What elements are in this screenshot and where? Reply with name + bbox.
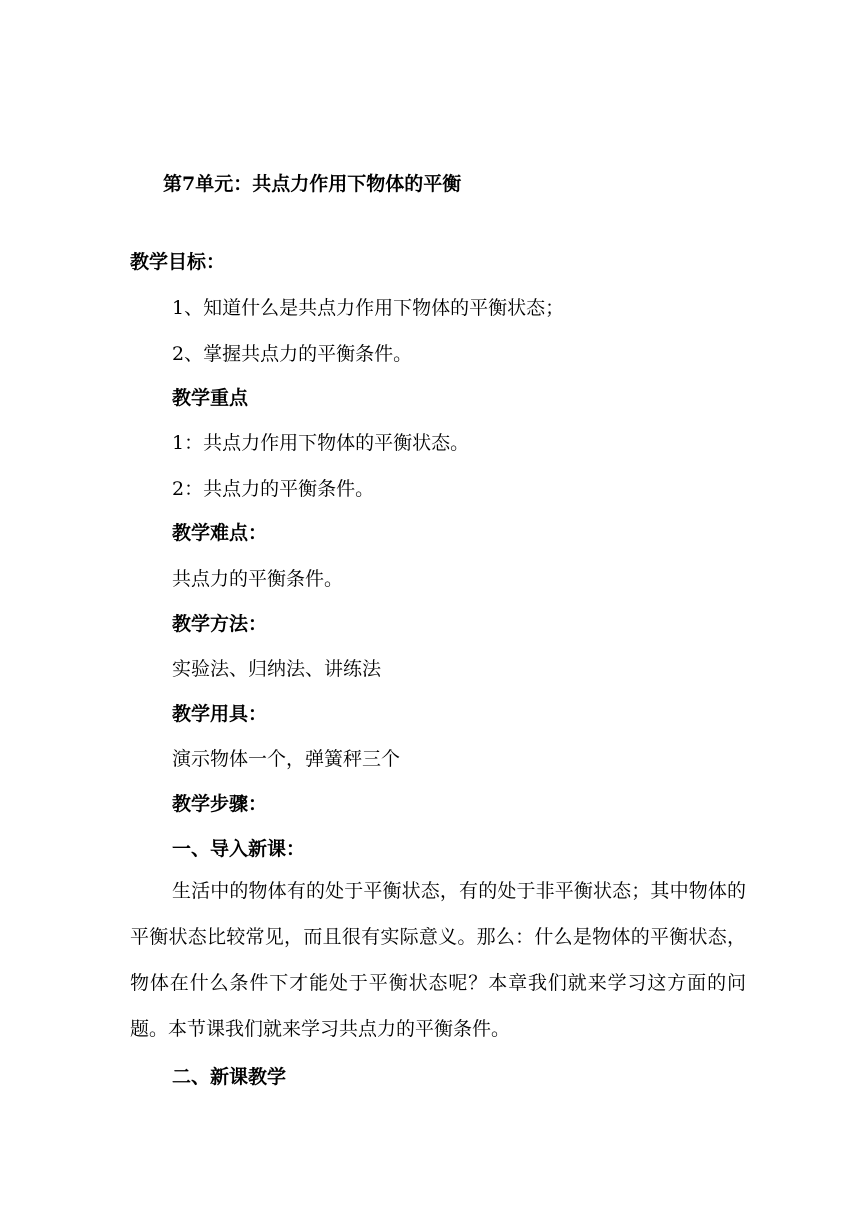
intro-heading: 一、导入新课： xyxy=(172,838,306,860)
methods-text: 实验法、归纳法、讲练法 xyxy=(172,658,382,680)
tools-heading: 教学用具： xyxy=(172,703,268,725)
tools-text: 演示物体一个，弹簧秤三个 xyxy=(172,748,401,770)
objective-item: 1、知道什么是共点力作用下物体的平衡状态； xyxy=(172,297,565,319)
objective-item: 2、掌握共点力的平衡条件。 xyxy=(172,343,413,365)
difficulties-text: 共点力的平衡条件。 xyxy=(172,568,344,590)
key-points-heading: 教学重点 xyxy=(172,387,249,409)
new-lesson-heading: 二、新课教学 xyxy=(172,1066,287,1088)
difficulties-heading: 教学难点： xyxy=(172,522,268,544)
intro-paragraph: 生活中的物体有的处于平衡状态，有的处于非平衡状态；其中物体的平衡状态比较常见，而且很有实际意义。那么：什么是物体的平衡状态，物体在什么条件下才能处于平衡状态呢？本章我们就来学习这方面的问题。本节课我们就来学习共点力的平衡条件。 xyxy=(130,880,746,1040)
objectives-heading: 教学目标： xyxy=(130,251,226,273)
methods-heading: 教学方法： xyxy=(172,613,268,635)
document-title: 第7单元：共点力作用下物体的平衡 xyxy=(163,173,462,195)
key-point-item: 2：共点力的平衡条件。 xyxy=(172,478,375,500)
key-point-item: 1：共点力作用下物体的平衡状态。 xyxy=(172,432,470,454)
steps-heading: 教学步骤： xyxy=(172,793,268,815)
